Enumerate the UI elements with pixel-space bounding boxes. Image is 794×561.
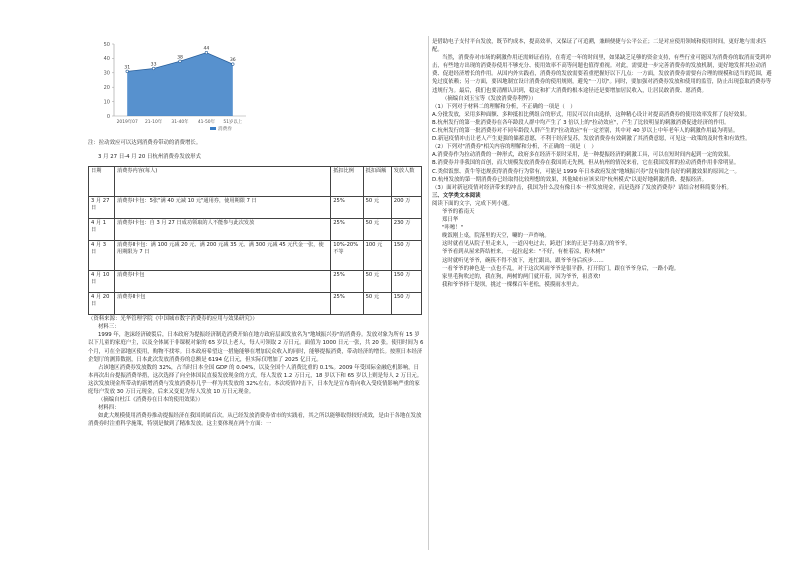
question: （3）面对新冠疫情对经济带来的冲击，我国为什么没有像日本一样发放现金，而是选择了发放消费券？请结合材料简要分析。 [432, 184, 732, 191]
table-cell: 4 月 3 日 [89, 241, 115, 271]
table-cell: 消费券Ⅰ卡包：自 3 月 27 日成功领取的人不能参与此次发放 [114, 219, 330, 241]
material-label: 材料三： [98, 324, 120, 331]
table-header-cell: 抵扣面额 [363, 167, 391, 197]
y-tick-label: 30 [103, 70, 110, 77]
legend-swatch [210, 127, 216, 130]
material-label: 材料四： [98, 405, 120, 412]
passage-line: 我和爷爷择干堤坝，挑过一棵棵百年老松，摸摸雨水里去。 [442, 281, 583, 288]
passage-line: "咔嚓！" [442, 225, 464, 232]
table-cell: 50 元 [363, 219, 391, 241]
table-cell: 50 元 [363, 293, 391, 315]
data-label: 31 [124, 65, 131, 71]
option: C.类似饭票、黄牛等违规获得消费券行为常有，可能是 1999 年日本政府发放"地域振兴券"没有取得良好的刺激效果的原因之一。 [432, 168, 740, 175]
option: A.消费券作为拉动消费的一种形式，政府多在经济不景时采用，是一种提振经济的刺激工具，可以在短时间内起到一定的效果。 [432, 152, 734, 159]
data-label: 33 [150, 62, 157, 68]
left-column [88, 38, 424, 428]
table-row [89, 293, 422, 315]
passage-line: 家里毛狗吹过的，我在狗，两树的两门就开着，因为爷爷，祖喜欢! [442, 273, 601, 280]
table-cell: 150 万 [391, 241, 421, 271]
chart-note: 注：拉动效应可以达到消费券带动的消费增长。 [88, 140, 202, 147]
x-tick-label: 21-10年 [145, 120, 163, 125]
y-tick-label: 20 [103, 85, 110, 91]
passage-title: 爷爷的蓄南天 [442, 208, 475, 215]
table-cell: 50 元 [363, 271, 391, 293]
data-label: 38 [177, 55, 183, 61]
source-note: （摘编自刘玉宝等《发放消费券利弊》） [442, 95, 537, 102]
question: （2）下列对"消费券"相关内容的理解和分析，不正确的一项是（ ） [432, 144, 597, 151]
y-tick-label: 50 [103, 41, 110, 48]
table-cell: 25% [331, 219, 363, 241]
table-cell: 25% [331, 293, 363, 315]
table-row [89, 271, 422, 293]
paragraph: 占该地区消费券发放数的 32%，占当时日本全国 GDP 的 0.04%，以及全国个人消费比重的 0.1%。2009 年受国际金融危机影响，日本再次出台提振消费举措，这次选择了向全体国民直接发放现金的方式，每人发放 1.2 万日元，18 岁以下和 65 岁以上则是每人 2 万日元。这次发放现金所带动的新增消费与发放消费券几乎一样为其发放的 32%左右。本次疫情冲击下，日本先是宣布将向收入受疫情影响严重的家庭每户发放 30 万日元现金，后来又变更为每人发放 10 万日元现金。 [88, 364, 423, 396]
x-tick-label: 2019年07 [116, 120, 138, 125]
right-column [432, 38, 774, 289]
table-cell: 消费券Ⅰ卡包 [114, 271, 330, 293]
table-cell: 230 万 [391, 219, 421, 241]
table-cell: 50 元 [363, 197, 391, 219]
chart-svg [88, 38, 258, 134]
table-title: 3 月 27 日-4 月 20 日杭州消费券发放形式 [98, 153, 201, 160]
table-cell: 消费券Ⅰ卡包：5张"满 40 元减 10 元"通用券，使用期限 7 日 [114, 197, 330, 219]
legend-label: 消费券 [218, 127, 232, 132]
table-header-cell: 消费券内容(每人) [114, 167, 330, 197]
source-note: （资料来源：光华管理学院《中国城市数字消费券的应用与效果研究》） [88, 316, 258, 323]
coupon-table [88, 166, 422, 315]
table-header-cell: 日期 [89, 167, 115, 197]
passage-line: 晚饭刚上桌，院落里的天空，唰的一声炸响。 [442, 233, 550, 240]
data-point [232, 63, 235, 66]
option: B.杭州发行的第一批消费券在各年龄段人群中均产生了 3 倍以上的"拉动效应"，产生了比较明显的刺激消费促进经济的作用。 [432, 119, 730, 126]
passage-author: 郑日华 [442, 217, 459, 224]
table-cell: 25% [331, 197, 363, 219]
paragraph: 当然，消费券对市场的刺激作用还需辩证看待，在将近一年的时间里，如果缺乏足够的资金支持，有些行业可能因为消费券的取消而受到冲击，有些地方出现的消费券使用不够充分、使用效率不高等问题也值得重视。对此，需要进一步完善消费券的发放机制，更好地发挥其拉动消费、促进经济增长的作用。从国内外实践看，消费券的发放需要着重把握好以下几点：一方面，发放消费券需要有合理的规模和适当的范围，避免过度依赖；另一方面，要因地制宜设计消费券的使用规则，避免"一刀切"。同时，要加强对消费券发放和使用的监管，防止出现套取消费券等违规行为。最后，我们也要清醒认识到，稳定和扩大消费的根本途径还是要增加居民收入，让居民敢消费、愿消费。 [432, 55, 772, 94]
option: A.分批发放，采用多种面额、多种抵扣比例组合的形式，用民可以自由选择，这种精心设计对提高消费券的使用效率发挥了良好效果。 [432, 111, 750, 118]
option: B.消费券并非我国的首创，而大规模发放消费券在我国尚无先例，但从杭州的情况来看，它在我国发挥的拉动消费作用非常明显。 [432, 160, 740, 167]
table-cell: 100 元 [363, 241, 391, 271]
paragraph: 是借助电子支付平台发放，既节约成本，提高效率，又保证了可追溯，兼顾便捷与公平公正；二是对应使用领域和使用时间，更好地与需求匹配。 [432, 39, 767, 54]
age-consumption-line-chart [88, 38, 258, 134]
data-point [205, 51, 208, 54]
data-point [126, 70, 129, 73]
paragraph: 1999 年，泡沫经济破裂后，日本政府为提振经济制造消费开始在地方政府层面发放名为"地域振兴券"的消费券。发放对象为所有 15 岁以下儿童的家庭户主，以及全体属于非课税对象的 65 岁以上老人，每人可领取 2 万日元。面值为 1000 日元一张，共 20 张。使用时间为 6 个月，可在全部地区使用，购物不找零。日本政府希望这一措施能够在增加民众收入的同时，能够提振消费，带动经济的增长。按照日本经济企划厅的测算数据，日本此次发放消费券的总额是 6194 亿日元，但实际仅增加了 2025 亿日元。 [88, 332, 426, 363]
question: （1）下列对于材料二的理解和分析，不正确的一项是（ ） [432, 103, 576, 110]
table-cell: 3 月 27 日 [89, 197, 115, 219]
column-divider [428, 36, 429, 550]
table-cell: 150 万 [391, 293, 421, 315]
data-point [152, 67, 155, 70]
passage-line: 爷爷看到从屋来阵结桩来，一起拉起来："不好，有桩着凉，粉木树!" [442, 249, 606, 256]
table-header-row [89, 167, 422, 197]
passage-line: 这时就听见爷爷，碗筷不得不放下，连忙跟出，跟爷爷身后疾步…… [442, 257, 604, 264]
x-tick-label: 51岁以上 [223, 120, 243, 125]
table-cell: 150 万 [391, 271, 421, 293]
table-cell: 消费券Ⅱ卡包：满 100 元减 20 元、满 200 元减 35 元、满 300 元减 45 元代金一张，使用期限为 7 日 [114, 241, 330, 271]
passage-line: 这时就看见从院子里走来人，一道闪电过去，跨进门来的正是手持菜刀的爷爷。 [442, 241, 631, 248]
data-point [179, 60, 182, 63]
table-row [89, 241, 422, 271]
table-row [89, 197, 422, 219]
table-cell: 消费券Ⅱ卡包 [114, 293, 330, 315]
table-header-cell: 抵扣比例 [331, 167, 363, 197]
table-cell: 4 月 10 日 [89, 271, 115, 293]
table-cell: 200 万 [391, 197, 421, 219]
x-tick-label: 41-50年 [197, 120, 215, 125]
table-cell: 25% [331, 271, 363, 293]
option: D.新冠疫情冲击让老人产生更强的储蓄意愿，不利于经济复苏，发放消费券有效刺激了其消费意愿，可见这一政策的及时性和有效性。 [432, 136, 751, 143]
option: D.杭州发放的第一期消费券已经取得比较理想的效果，其他城市应该采用"杭州模式"以更好地刺激消费、提振经济。 [432, 176, 707, 183]
passage-intro: 阅读下面的文字，完成下列小题。 [432, 200, 513, 207]
table-header-cell: 发放人数 [391, 167, 421, 197]
data-label: 36 [229, 58, 236, 64]
x-tick-label: 31-40年 [171, 120, 189, 125]
source-note: （摘编自杜江《消费券在日本的使用效果》） [98, 397, 204, 404]
table-row [89, 219, 422, 241]
passage-line: 一看爷爷的神色是一点也不乱，对于这次风雨爷爷是很平静，打开院门，跟在爷爷身后，一路小跑。 [442, 265, 680, 272]
table-cell: 10%-20%不等 [331, 241, 363, 271]
table-cell: 4 月 1 日 [89, 219, 115, 241]
y-tick-label: 40 [103, 56, 110, 63]
y-tick-label: 10 [103, 99, 110, 106]
section-heading: 三、文学类文本阅读 [432, 192, 481, 199]
y-tick-label: 0 [106, 113, 110, 120]
table-cell: 4 月 20 日 [89, 293, 115, 315]
data-label: 44 [203, 46, 210, 52]
option: C.杭州发行的第一批消费券对不同年龄段人群产生的"拉动效应"有一定差别，其中对 40 岁以上中年老年人的刺激作用最为明显。 [432, 128, 739, 135]
paragraph: 如此大规模使用消费券推动提振经济在我国尚属首次。从已经发放消费券省市的实践看，其之所以能够取得较好成效，是由于各地在发放消费券时注重科学施策，特别是做到了精准发放。这主要体现在两个方面：一 [88, 413, 422, 428]
